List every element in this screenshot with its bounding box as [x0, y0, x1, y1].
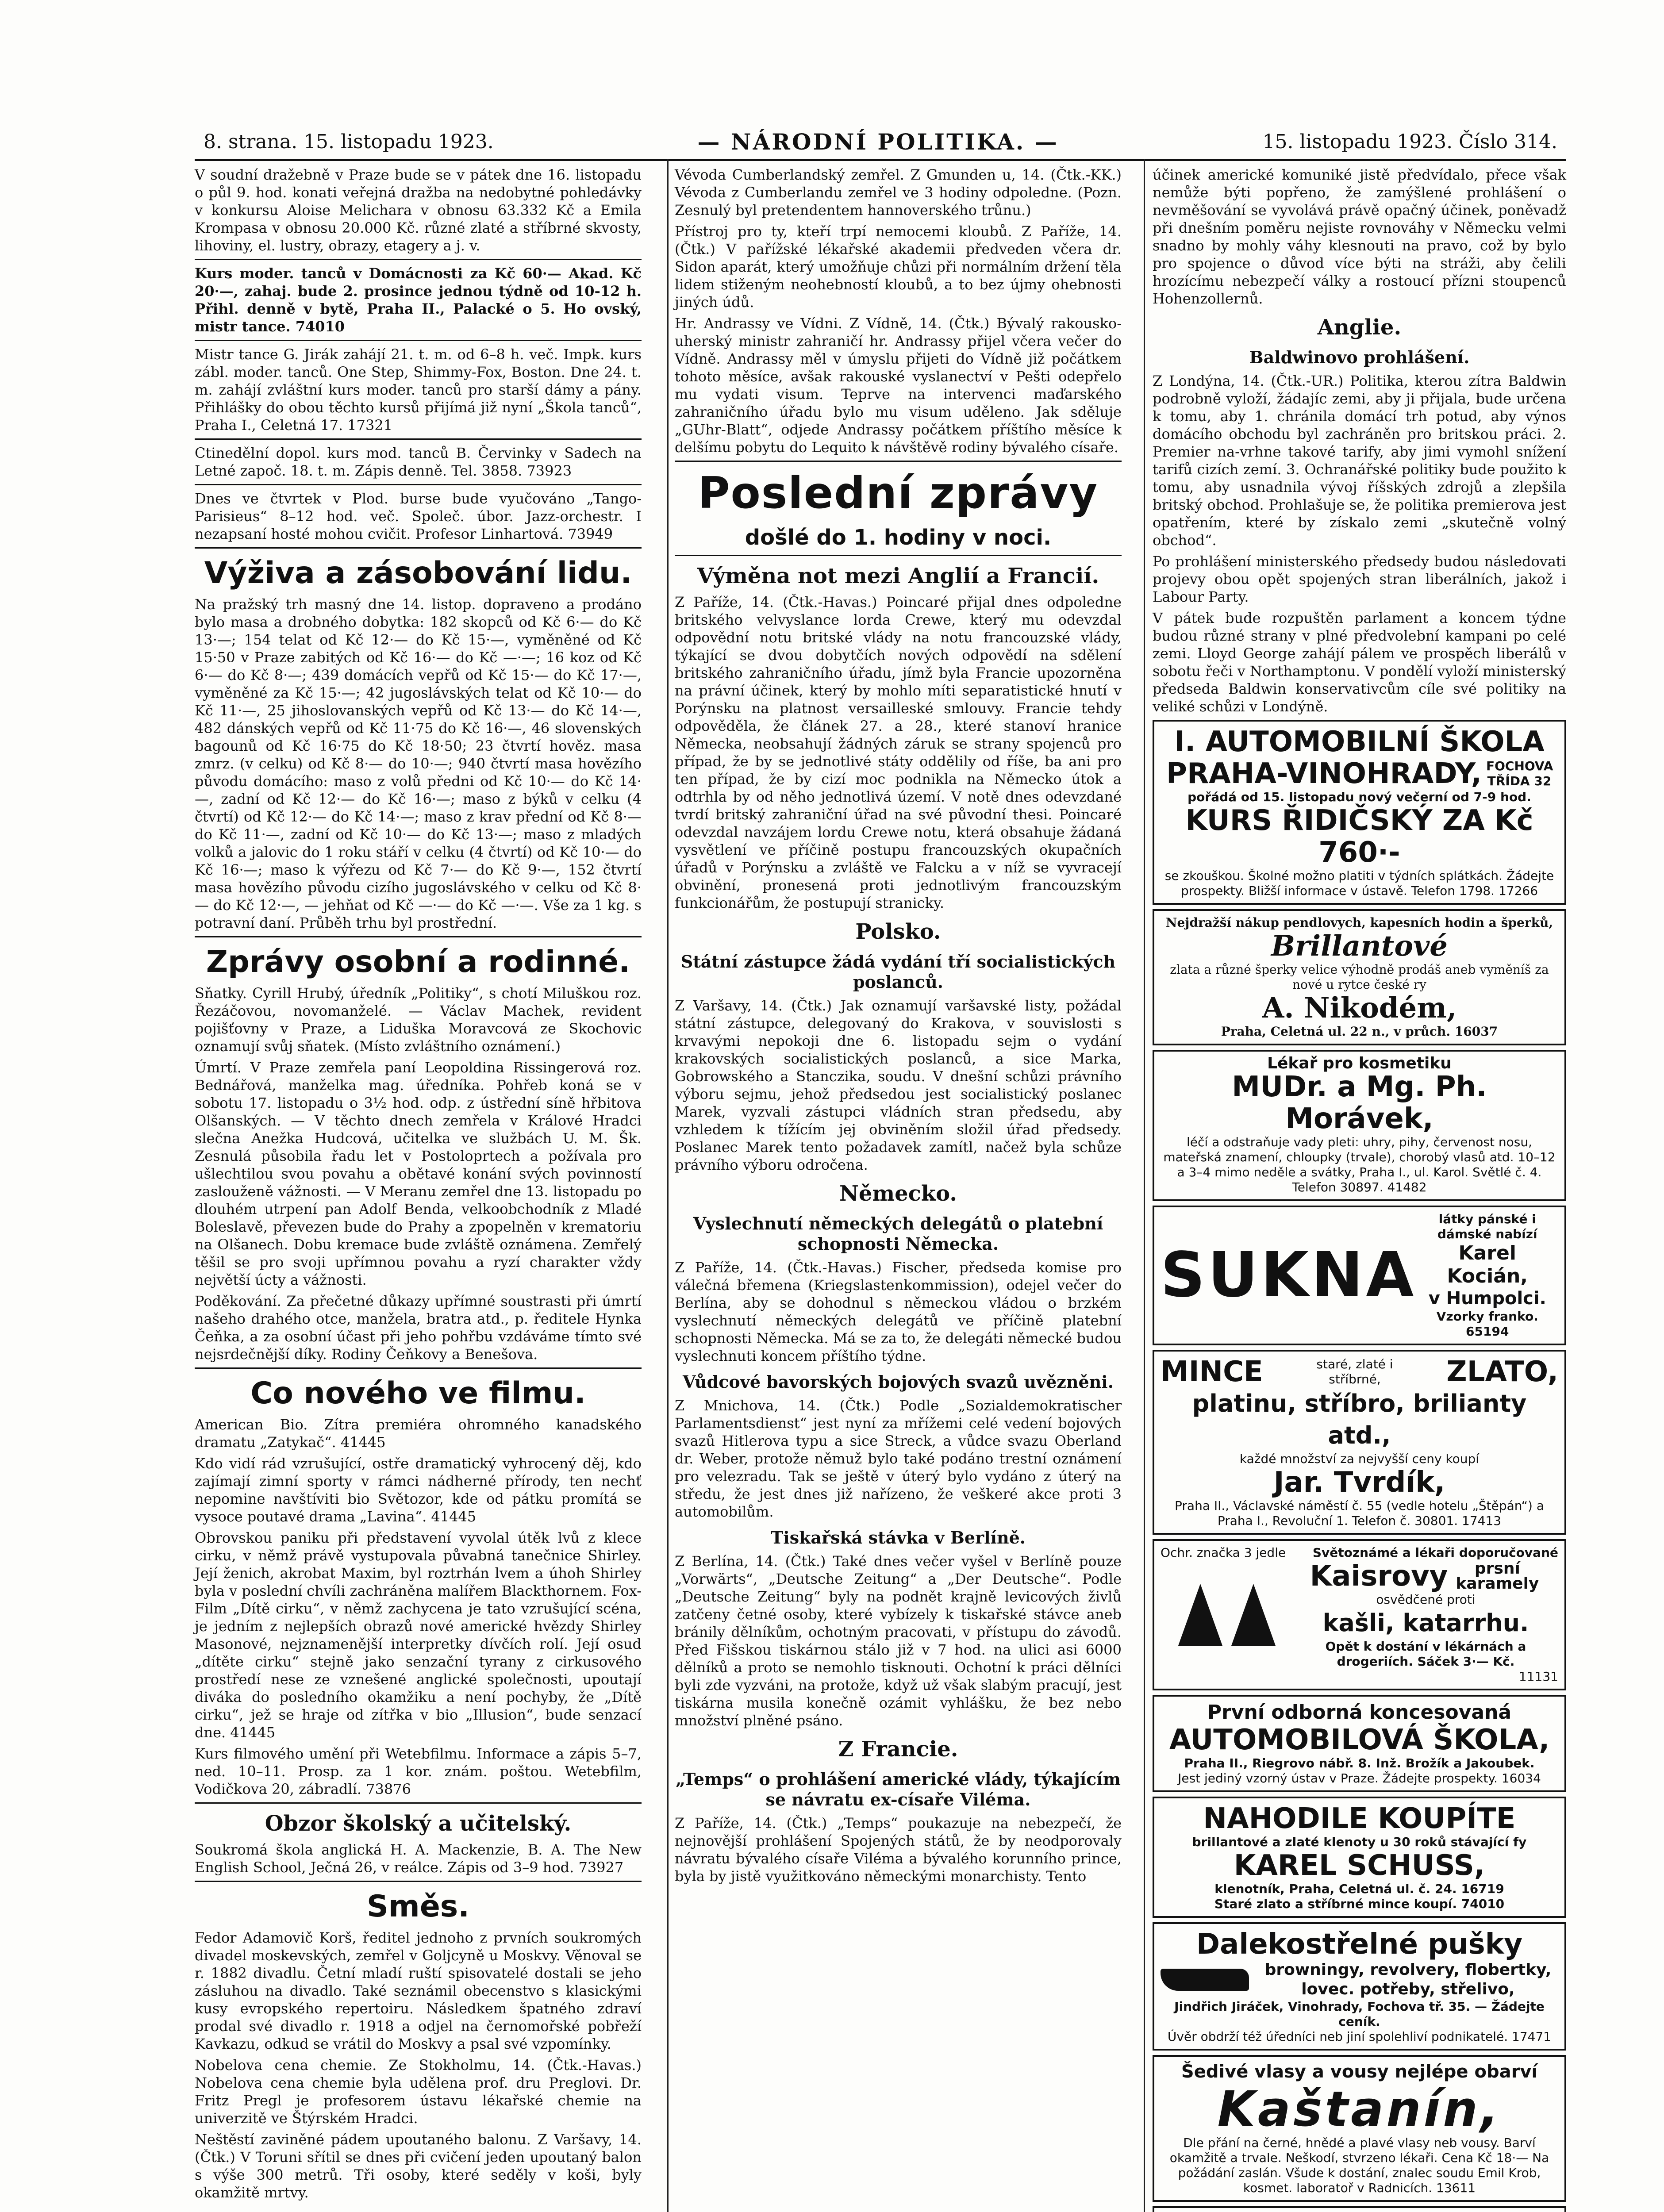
- article-berlin: Z Berlína, 14. (Čtk.) Také dnes večer vyšel v Berlíně pouze „Vorwärts“, „Deutsche Zeitung“ a „Der Deutsche“. Podle „Deutsche Zeitung“ byly na podnět krajně levicových živlů zatčeny četné osoby, které vybízely k tiskařské stávce aneb bránily dělníkům, ochotným pracovati, v přístupu do závodů. Před Fišskou tiskárnou stálo již v 7 hod. na ulici asi 6000 dělníků a proto se nemohlo tisknouti. Ochotní k práci dělníci byli zde vyzváni, na protože, když už však slabým pracují, jest tiskárna musila konečně ozámit vyhlášku, že bez nebo množství plněné psáno.: [675, 1553, 1122, 1729]
- ad-lekar-l3: léčí a odstraňuje vady pleti: uhry, pihy, červenost nosu, mateřská znamení, chloupky (trvale), chorobý vlasů atd. 10–12 a 3–4 mimo neděle a svátky, Praha I., ul. Karol. Světlé č. 4. Telefon 30897. 41482: [1163, 1135, 1556, 1194]
- divider: [195, 547, 642, 549]
- ad-lekar-l1: Lékař pro kosmetiku: [1267, 1054, 1452, 1072]
- ad-autoskola2: [1153, 1695, 1566, 1792]
- article-svetozor: Kdo vidí rád vzrušující, ostře dramatický vyhrocený děj, kdo zajímají zimní sporty v rámci nádherné přírody, ten nechť nepomine navštíviti bio Světozor, kde od pátku promítá se vysoce poutavé drama „Lavina“. 41445: [195, 1455, 642, 1525]
- ad-mince-l2: platinu, stříbro, brilianty atd.,: [1192, 1390, 1527, 1449]
- column-1: [195, 166, 642, 2205]
- ad-kurs-tancu: Kurs moder. tanců v Domácnosti za Kč 60·— Akad. Kč 20·—, zahaj. bude 2. prosince jednou týdně od 10-12 h. Přihl. denně v bytě, Praha II., Palacké o 5. Ho ovský, mistr tance. 74010: [195, 265, 642, 335]
- ad-autoskola2-l2: AUTOMOBILOVÁ ŠKOLA,: [1169, 1724, 1550, 1756]
- section-title-smes: Směs.: [366, 1889, 470, 1924]
- divider: [195, 1881, 642, 1882]
- ad-briliant: [1153, 909, 1566, 1045]
- ad-schuss: [1153, 1797, 1566, 1918]
- ad-kastanin-l2: Dle přání na černé, hnědé a plavé vlasy neb vousy. Barví okamžitě a trvale. Neškodí, stvrzeno lékaři. Cena Kč 18·— Na požádání zaslán. Všude k dostání, znalec soudu Emil Krob, kosmet. laboratoř v Radnicích. 13611: [1169, 2135, 1549, 2195]
- ad-schuss-l4: klenotník, Praha, Celetná ul. č. 24. 16719: [1214, 1882, 1504, 1896]
- ad-koupi: [1153, 2206, 1566, 2212]
- headline-anglie: Anglie.: [1317, 315, 1402, 340]
- ad-pusky-l4: Úvěr obdrží též úředníci neb jiní spolehliví podnikatelé. 17471: [1167, 2029, 1552, 2044]
- ad-schuss-l3: KAREL SCHUSS,: [1234, 1849, 1485, 1882]
- pistol-icon: [1161, 1969, 1249, 1991]
- article-andrassy: Hr. Andrassy ve Vídni. Z Vídně, 14. (Čtk.) Bývalý rakousko-uherský ministr zahraničí hr. Andrassy přijel včera večer do Vídně. Andrassy měl v úmyslu přijeti do Vídně již počátkem tohoto měsíce, avšak rakouské vyslanectví v Pešti odepřelo mu vydati visum. Teprve na intervenci maďarského zahraničního úřadu bylo mu visum uděleno. Jak sděluje „GUhr-Blatt“, odjede Andrassy počátkem příštího měsíce k delšímu pobytu do Lequito k návštěvě rodiny bývalého císaře.: [675, 315, 1122, 456]
- headline-polsko: Polsko.: [855, 919, 941, 944]
- divider: [195, 340, 642, 341]
- ad-sukna: [1153, 1206, 1566, 1345]
- ad-kaisrovy-top: Ochr. značka 3 jedle: [1161, 1545, 1286, 1560]
- ad-autoskola2-l3: Praha II., Riegrovo nábř. 8. Inž. Brožík a Jakoubek.: [1184, 1756, 1535, 1770]
- ad-autoskola2-l1: První odborná koncesovaná: [1207, 1701, 1512, 1724]
- ad-autoskola2-l4: Jest jediný vzorný ústav v Praze. Žádejte prospekty. 16034: [1178, 1771, 1541, 1786]
- ad-pusky-l3: Jindřich Jiráček, Vinohrady, Fochova tř. 35. — Žádejte ceník.: [1174, 1999, 1545, 2029]
- divider: [195, 1802, 642, 1804]
- ad-kastanin-l1: Šedivé vlasy a vousy nejlépe obarví: [1181, 2062, 1538, 2082]
- article-wetebfilm: Kurs filmového umění při Wetebfilmu. Informace a zápis 5–7, ned. 10–11. Prosp. za 1 kor. znám. poštou. Wetebfilm, Vodičkova 20, zábradlí. 73876: [195, 1745, 642, 1797]
- ad-plod-burse: Dnes ve čtvrtek v Plod. burse bude vyučováno „Tango-Parisieus“ 8–12 hod. več. Společ. úbor. Jazz-orchestr. I nezapsaní hosté mohou cvičit. Profesor Linhartová. 73949: [195, 490, 642, 542]
- article-balon: Neštěstí zaviněné pádem upoutaného balonu. Z Varšavy, 14. (Čtk.) V Toruni sřítil se dnes při cvičení jeden upoutaný balon s výše 300 metrů. Tři osoby, které seděly v koši, byly okamžitě mrtvy.: [195, 2131, 642, 2201]
- ad-autoskola-addr: FOCHOVA TŘÍDA 32: [1486, 759, 1553, 788]
- section-title-vyziva: Výživa a zásobování lidu.: [204, 556, 632, 591]
- article-american-bio: American Bio. Zítra premiéra ohromného kanadského dramatu „Zatykač“. 41445: [195, 1416, 642, 1451]
- header-rule: [195, 159, 1566, 161]
- section-subtitle-posledni: došlé do 1. hodiny v noci.: [745, 525, 1052, 550]
- ad-kaisrovy: [1153, 1539, 1566, 1690]
- ad-sukna-l4: Vzorky franko. 65194: [1436, 1309, 1538, 1339]
- ad-schuss-l1: NAHODILE KOUPÍTE: [1203, 1802, 1516, 1835]
- ad-kaisrovy-l2: osvědčené proti: [1376, 1592, 1476, 1607]
- ad-briliant-l2: Brillantové: [1271, 929, 1448, 963]
- subheadline-nemecko: Vyslechnutí německých delegátů o platební schopnosti Německa.: [693, 1214, 1103, 1254]
- article-nobel: Nobelova cena chemie. Ze Stokholmu, 14. (Čtk.-Havas.) Nobelova cena chemie byla udělena prof. dru Preglovi. Dr. Fritz Pregl je profesorem ústavu lékařské chemie na univerzitě ve Štýrském Hradci.: [195, 2057, 642, 2127]
- ad-nedelni-kurs: Ctinedělní dopol. kurs mod. tanců B. Červinky v Sadech na Letné započ. 18. t. m. Zápis denně. Tel. 3858. 73923: [195, 445, 642, 479]
- ad-kaisrovy-l5: 11131: [1518, 1669, 1558, 1684]
- ad-autoskola-info: se zkouškou. Školné možno platiti v týdních splátkách. Žádejte prospekty. Bližší informace v ústavě. Telefon 1798. 17266: [1164, 868, 1554, 898]
- article-cumberland: Vévoda Cumberlandský zemřel. Z Gmunden u, 14. (Čtk.-KK.) Vévoda z Cumberlandu zemřel ve 3 hodiny odpoledne. (Pozn. Zesnulý byl pretendentem hannoverského trůnu.): [675, 166, 1122, 219]
- divider: [195, 1367, 642, 1369]
- article-english-school: Soukromá škola anglická H. A. Mackenzie, B. A. The New English School, Ječná 26, v reálce. Zápis od 3–9 hod. 73927: [195, 1841, 642, 1876]
- ad-mince-mince: MINCE: [1161, 1356, 1263, 1388]
- column-divider-2: [1144, 159, 1145, 2212]
- ad-autoskola: [1153, 720, 1566, 905]
- section-title-posledni: Poslední zprávy: [698, 468, 1099, 518]
- subheadline-anglie: Baldwinovo prohlášení.: [1249, 347, 1470, 367]
- headline-francie: Z Francie.: [838, 1737, 958, 1762]
- section-title-film: Co nového ve filmu.: [250, 1376, 586, 1411]
- ad-schuss-l2: brillantové a zlaté klenoty u 30 roků stávající fy: [1192, 1835, 1527, 1849]
- ad-briliant-l3: zlata a různé šperky velice výhodně prodáš aneb vyměníš za nové u rytce české ry: [1170, 962, 1549, 992]
- ad-briliant-l4: A. Nikodém,: [1262, 991, 1457, 1025]
- ad-autoskola-city: PRAHA-VINOHRADY,: [1166, 757, 1482, 790]
- ad-mince: [1153, 1350, 1566, 1535]
- section-title-zpravy: Zprávy osobní a rodinné.: [206, 945, 630, 979]
- article-anglie-1: Z Londýna, 14. (Čtk.-UR.) Politika, kterou zítra Baldwin podrobně vyloží, žádajíc zemi, aby ji přijala, bude určena k tomu, aby 1. chránila domácí trh potud, aby výnos domácího obchodu byl zachráněn pro britskou práci. 2. Premier na-vrhne takové tarify, aby jimi vymohl snížení tarifů cizích zemí. 3. Ochranářské politiky bude použito k tomu, aby usnadnila vývoj říšských zdrojů a zlepšila britský obchod. Prohlašuje se, že politika premierova jest opatřením, které by získalo zemi „skutečně volný obchod“.: [1153, 373, 1566, 549]
- divider: [675, 555, 1122, 556]
- article-continued: účinek americké komuniké jistě předvídalo, přece však nemůže býti popřeno, že zamýšlené prohlášení o nevměšování se vyvolává právě opačný účinek, poněvadž při dnešním poměru nejiste rovnováhy v Německu velmi snadno by mohly váhy klesnouti na pravo, což by bylo pro spojence o důvod více býti na stráži, aby čelili hrozícímu nebezpečí války a rostoucí přízni stoupenců Hohenzollernů.: [1153, 166, 1566, 307]
- ad-kastanin-big: Kaštanín,: [1217, 2081, 1502, 2137]
- ad-kaisrovy-l4: Opět k dostání v lékárnách a drogeriích. Sáček 3·— Kč.: [1325, 1639, 1526, 1669]
- ad-briliant-l1: Nejdražší nákup pendlovych, kapesních hodin a šperků,: [1165, 915, 1553, 930]
- article-umrti: Úmrtí. V Praze zemřela paní Leopoldina Rissingerová roz. Bednářová, manželka mag. úředníka. Pohřeb koná se v sobotu 17. listopadu o 3½ hod. odp. z ústřední síně hřbitova Olšanských. — V těchto dnech zemřela v Králové Hradci slečna Anežka Hudcová, učitelka ve službách U. M. Šk. Zesnulá působila řadu let v Postoloprtech a požívala pro ušlechtilou svou povahu a obětavé konání svých povinností zaslouženě vážnosti. — V Meranu zemřel dne 13. listopadu po dlouhém utrpení pan Adolf Benda, velkoobchodník z Mladé Boleslavě, převezen bude do Prahy a zpopelněn v krematoriu na Olšanech. Dobu kremace bude zvláště oznámena. Zemřelý těšil se pro svoji upřímnou povahu a ryzí charakter vždy největší úcty a vážnosti.: [195, 1059, 642, 1288]
- ad-pusky-l2: browningy, revolvery, flobertky, lovec. potřeby, střelivo,: [1264, 1961, 1552, 1998]
- subheadline-francie: „Temps“ o prohlášení americké vlády, týkajícím se návratu ex-císaře Viléma.: [676, 1769, 1121, 1809]
- article-podekovani: Poděkování. Za přečetné důkazy upřímné soustrasti při úmrtí našeho drahého otce, manžela, bratra atd., p. ředitele Hynka Čeňka, a za osobní účast při jeho pohřbu vzdáváme tímto své nejsrdečnější díky. Rodiny Čeňkovy a Benešova.: [195, 1293, 642, 1363]
- article-kors: Fedor Adamovič Korš, ředitel jednoho z prvních soukromých divadel moskevských, zemřel v Goljcyně u Moskvy. Věnoval se r. 1882 divadlu. Četní mladí ruští spisovatelé dostali se jeho zásluhou na divadlo. Také seznámil obecenstvo s klasickými kusy evropského repertoiru. Následkem špatného zdraví prodal své divadlo r. 1918 a odjel na černomořské pobřeží Kavkazu, odkud se vrátil do Moskvy a psal své vzpomínky.: [195, 1929, 642, 2052]
- ad-mince-l4: Jar. Tvrdík,: [1273, 1466, 1445, 1499]
- ad-kastanin: [1153, 2055, 1566, 2202]
- ad-mince-l3: každé množství za nejvyšší ceny koupí: [1239, 1452, 1480, 1466]
- divider: [195, 259, 642, 260]
- ad-kaisrovy-big: Kaisrovy: [1310, 1560, 1448, 1593]
- divider: [675, 461, 1122, 462]
- ad-mince-sub: staré, zlaté i stříbrné,: [1316, 1357, 1393, 1386]
- article-nemecko: Z Paříže, 14. (Čtk.-Havas.) Fischer, předseda komise pro válečná břemena (Kriegslastenkommission), odejel večer do Berlína, aby se dohodnul s německou vládou o brzkém vyslechnutí německých delegátů ve příčině platební schopnosti Německa. Má se za to, že delegáti německé budou vyslechnuti koncem příštího týdne.: [675, 1259, 1122, 1364]
- ad-pusky-l1: Dalekostřelné pušky: [1196, 1928, 1523, 1961]
- header-right: 15. listopadu 1923. Číslo 314.: [1262, 130, 1557, 153]
- section-title-skolsky: Obzor školský a učitelský.: [265, 1811, 572, 1836]
- article-snatky: Sňatky. Cyrill Hrubý, úředník „Politiky“, s chotí Miluškou roz. Řezáčovou, novomanželé. — Václav Machek, revident pojišťovny v Praze, a Liduška Moravcová ze Skochovic oznamují svůj sňatek. (Místo zvláštního oznámení.): [195, 985, 642, 1055]
- article-pristroj: Přístroj pro ty, kteří trpí nemocemi kloubů. Z Paříže, 14. (Čtk.) V pařížské lékařské akademii předveden včera dr. Sidon aparát, který umožňuje chůzi při normálním držení těla lidem stiženým neohebností kloubů, a to bez újmy ohebnosti jiných údů.: [675, 223, 1122, 311]
- ad-schuss-l5: Staré zlato a stříbrné mince koupí. 74010: [1214, 1897, 1505, 1911]
- ad-sukna-l1: látky pánské i dámské nabízí: [1437, 1212, 1537, 1241]
- ad-lekar: [1153, 1050, 1566, 1201]
- article-anglie-2: Po prohlášení ministerského předsedy budou následovati projevy obou opět spojených stran liberálních, jakož i Labour Party.: [1153, 553, 1566, 605]
- divider: [195, 484, 642, 485]
- ad-autoskola-title: I. AUTOMOBILNÍ ŠKOLA: [1174, 726, 1545, 758]
- ad-sukna-big: SUKNA: [1161, 1239, 1417, 1311]
- ad-kaisrovy-l1: prsní karamely: [1456, 1559, 1539, 1593]
- article-vyziva: Na pražský trh masný dne 14. listop. dopraveno a prodáno bylo masa a drobného dobytka: 182 skopců od Kč 6·— do Kč 13·—; 154 telat od Kč 12·— do Kč 15·—, vyměněné od Kč 15·50 v Praze zabitých od Kč 16·— do Kč —·—; 16 koz od Kč 6·— do Kč 8·—; 439 domácích vepřů od Kč 15·— do Kč 17·—, vyměněné za Kč 15·—; 42 jugoslávských telat od Kč 10·— do Kč 11·—, 25 jihoslovanských vepřů od Kč 13·— do Kč 14·—, 482 dánských vepřů od Kč 11·75 do Kč 16·—, 46 slovenských bagounů od Kč 16·75 do Kč 18·50; 23 čtvrtí hověz. masa zmrz. (v celku) od Kč 8·— do 10·—; 940 čtvrtí masa hovězího původu domácího: maso z volů předni od Kč 10·— do Kč 14·—, zadní od Kč 12·— do Kč 16·—; maso z býků v celku (4 čtvrtí) od Kč 12·— do Kč 14·—; maso z krav přední od Kč 8·— do Kč 11·—, zadní od Kč 10·— do Kč 13·—; maso z mladých volků a jalovic do 1 roku stáří v celku (4 čtvrtí) od Kč 10·— do Kč 16·—; maso k výřezu od Kč 7·— do Kč 9·—, 152 čtvrtí masa hovězího původu cizího jugoslávského v celku od Kč 8·— do Kč 12·—, — jehňat od Kč —·— do Kč —·—. Vše za 1 kg. s potravní daní. Průběh trhu byl prostřední.: [195, 596, 642, 931]
- divider: [195, 438, 642, 440]
- article-vymena: Z Paříže, 14. (Čtk.-Havas.) Poincaré přijal dnes odpoledne britského velvyslance lorda Crewe, který mu odevzdal odpovědní notu britské vlády na notu francouzské vlády, týkající se dvou dobytčích nových odpovědí na sdělení britského zahraničního úřadu, jímž byla Francie upozorněna na právní účinek, který by mohlo míti separatistické hnutí v Porýnsku na platnost versailleské smlouvy. Francie tehdy odpověděla, že článek 27. a 28., které stanoví hranice Německa, neobsahují žádných záruk se strany spojenců pro případ, že by se jednotlivé státy oddělily od říše, ba ani pro ten případ, že by cizí moc podnikla na Německo útok a odtrhla by od něho jednotlivá území. V notě dnes odevzdané tvrdí britský zahraniční úřad na své původní thesi. Poincaré odevzdal navzájem lordu Crewe notu, která obsahuje žádaná vysvětlení ve příčině postupu francouzských okupačních úřadů v Porýnsku a zvláště ve Falcku a v níž se vyvracejí obvinění, pronesená proti jednotlivým francouzským funkcionářům, že postupují stranicky.: [675, 594, 1122, 911]
- masthead: — NÁRODNÍ POLITIKA. —: [697, 128, 1059, 155]
- article-francie: Z Paříže, 14. (Čtk.) „Temps“ poukazuje na nebezpečí, že nejnovější prohlášení Spojených států, že by neodporovaly návratu bývalého císaře Viléma a bývalého korunního prince, byla by jistě využitkováno německými monarchisty. Tento: [675, 1815, 1122, 1885]
- fir-trees-icon: [1161, 1584, 1293, 1646]
- ad-pusky: [1153, 1922, 1566, 2051]
- column-3: [1153, 166, 1566, 2212]
- ad-autoskola-kurs: KURS ŘIDIČSKÝ ZA Kč 760·-: [1185, 804, 1533, 869]
- ad-autoskola-date: pořádá od 15. listopadu nový večerní od 7-9 hod.: [1187, 790, 1531, 804]
- headline-nemecko: Německo.: [839, 1181, 957, 1206]
- ad-briliant-l5: Praha, Celetná ul. 22 n., v průch. 16037: [1221, 1024, 1498, 1039]
- ad-mistr-tance: Mistr tance G. Jirák zahájí 21. t. m. od 6–8 h. več. Impk. kurs zábl. moder. tanců. One Step, Shimmy-Fox, Boston. Dne 24. t. m. zahájí zvláštní kurs moder. tanců pro starší dámy a pány. Přihlášky do obou těchto kursů přijímá již nyní „Škola tanců“, Praha I., Celetná 17. 17321: [195, 346, 642, 434]
- ad-sukna-l3: v Humpolci.: [1428, 1288, 1546, 1309]
- header-left: 8. strana. 15. listopadu 1923.: [204, 130, 494, 153]
- subheadline-bavorsko: Vůdcové bavorských bojových svazů uvězněni.: [683, 1372, 1114, 1392]
- ad-kaisrovy-l3: kašli, katarrhu.: [1322, 1609, 1529, 1637]
- subheadline-berlin: Tiskařská stávka v Berlíně.: [770, 1528, 1026, 1548]
- column-divider-1: [667, 159, 669, 2212]
- ad-kaisrovy-top2: Světoznámé a lékaři doporučované: [1312, 1545, 1558, 1560]
- ad-lekar-l2: MUDr. a Mg. Ph. Morávek,: [1232, 1071, 1487, 1135]
- ad-mince-l5: Praha II., Václavské náměstí č. 55 (vedle hotelu „Štěpán“) a Praha I., Revoluční 1. Telefon č. 30801. 17413: [1175, 1498, 1544, 1528]
- article-bavorsko: Z Mnichova, 14. (Čtk.) Podle „Sozialdemokratischer Parlamentsdienst“ jest nyní za mřížemi celé vedení bojových svazů Hitlerova typu a sice Streck, a vůdce svazu Oberland dr. Weber, protože němuž bylo také podáno trestní oznámení pro velezradu. Tak se ještě v úterý bylo vydáno z úterý na středu, že jest dnes již nařízeno, že veškeré akce proti 3 automobilům.: [675, 1397, 1122, 1520]
- article-anglie-3: V pátek bude rozpuštěn parlament a koncem týdne budou různé strany v plné předvolební kampani po celé zemi. Lloyd George zahájí pálem ve prospěch liberálů v sobotu řeči v Northamptonu. V pondělí vyloží ministerský předseda Baldwin konservativcům cíle své politiky na veliké schůzi v Londýně.: [1153, 610, 1566, 715]
- subheadline-polsko: Státní zástupce žádá vydání tří socialistických poslanců.: [680, 952, 1116, 992]
- article-polsko: Z Varšavy, 14. (Čtk.) Jak oznamují varšavské listy, požádal státní zástupce, delegovaný do Krakova, v souvislosti s krvavými nepokoji dne 6. listopadu sejm o vydání krakovských socialistických poslanců, a sice Marka, Gobrowského a Stanczika, soudu. V dnešní schůzi právního výboru sejmu, jehož předsedou jest socialistický poslanec Marek, vyzvali zástupci vládních stran předsedu, aby vzhledem k tížícím jej obviněním složil úřad předsedy. Poslanec Marek tento požadavek zamítl, načež byla schůze právního výboru odročena.: [675, 997, 1122, 1173]
- page-header: [204, 126, 1557, 157]
- article-dite-cirku: Obrovskou paniku při představení vyvolal útěk lvů z klece cirku, v němž právě vystupovala půvabná tanečnice Shirley. Její ženich, akrobat Maxim, byl roztrhán lvem a úhoh Shirley byla v poslední chvíli zachráněna malířem Blackthornem. Fox-Film „Dítě cirku“, v němž zachycena je tato vzrušující scéna, je jedním z nejlepších obrazů nové americké hvězdy Shirley Masonové, nejznamenější interpretky dívčích rolí. Její osud „dítěte cirku“ stejně jako senzační tyrany z cirkusového prostředí nese ze vznešené anglické společnosti, upoutají diváka do posledního okamžiku a není pochyby, že „Dítě cirku“, jež se hraje od zítřka v bio „Illusion“, bude senzací dne. 41445: [195, 1529, 642, 1741]
- ad-mince-zlato: ZLATO,: [1446, 1356, 1558, 1388]
- column-2: [675, 166, 1122, 1889]
- headline-vymena: Výměna not mezi Anglií a Francií.: [697, 564, 1099, 588]
- ad-sukna-l2: Karel Kocián,: [1447, 1242, 1528, 1287]
- divider: [195, 936, 642, 937]
- ad-drazba: V soudní dražebně v Praze bude se v pátek dne 16. listopadu o půl 9. hod. konati veřejná dražba na nedobytné pohledávky v konkursu Aloise Melichara v obnosu 63.332 Kč a Emila Krompasa v obnosu 20.000 Kč. různé zlaté a stříbrné skvosty, lihoviny, el. lustry, obrazy, etagery a j. v.: [195, 166, 642, 254]
